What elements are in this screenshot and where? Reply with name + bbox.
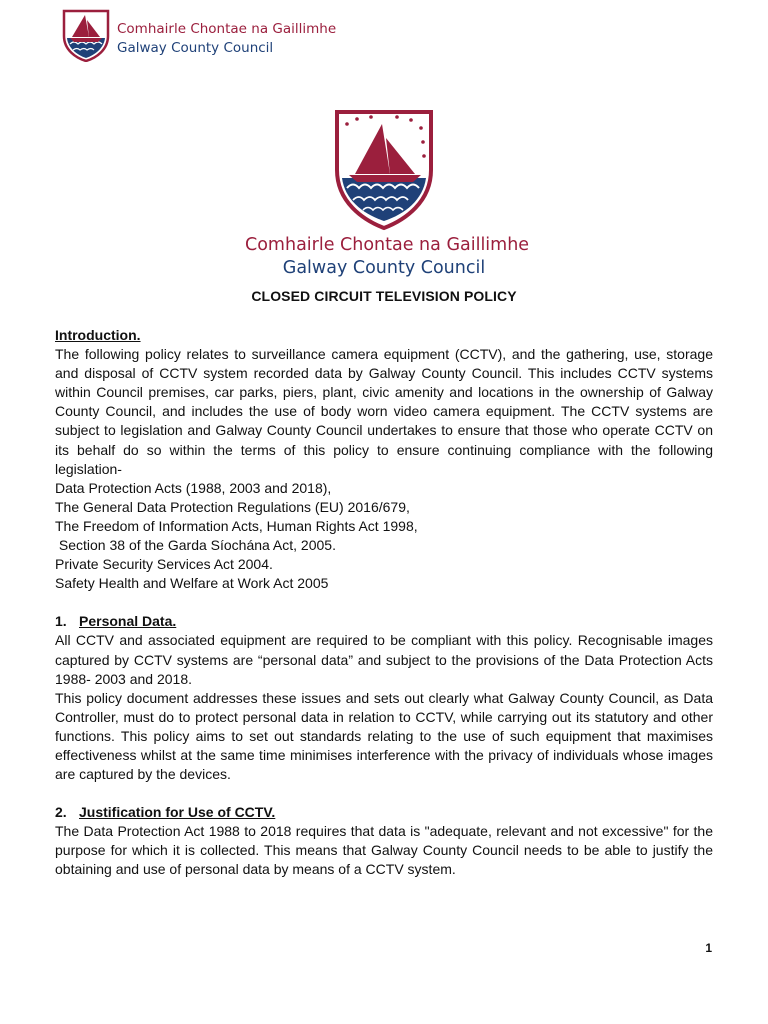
section-title: Justification for Use of CCTV. [79, 804, 276, 821]
center-org-name-irish: Comhairle Chontae na Gaillimhe [245, 235, 530, 255]
introduction-heading: Introduction. [55, 327, 141, 343]
section-number: 2. [55, 804, 67, 821]
council-crest-large-icon [333, 108, 435, 232]
section-title: Personal Data. [79, 613, 177, 630]
section-2-paragraph: The Data Protection Act 1988 to 2018 requires that data is "adequate, relevant and not excessive" for the purpose for which it is collected. This means that Galway County Council needs to be able to justify the obtaining and use of personal data by means of a CCTV system. [55, 823, 713, 878]
section-1-paragraph: This policy document addresses these issues and sets out clearly what Galway County Council, as Data Controller, must do to protect personal data in relation to CCTV, while carrying out its statutory and other functions. This policy aims to set out standards relating to the use of such equipment that maximises effectiveness whilst at the same time minimises interference with the privacy of individuals whose images are captured by the devices. [55, 689, 713, 783]
legislation-item: The General Data Protection Regulations (EU) 2016/679, [55, 498, 410, 515]
council-crest-icon [62, 8, 110, 62]
center-org-name-english: Galway County Council [282, 258, 486, 278]
document-body [55, 326, 713, 880]
page-number: 1 [705, 941, 712, 955]
legislation-item: Safety Health and Welfare at Work Act 2005 [55, 575, 329, 592]
legislation-item: Private Security Services Act 2004. [55, 556, 273, 573]
center-logo [245, 108, 530, 284]
legislation-item: Data Protection Acts (1988, 2003 and 2018), [55, 479, 332, 496]
section-1-heading [55, 612, 713, 631]
legislation-item: Section 38 of the Garda Síochána Act, 2005. [55, 537, 336, 554]
section-2-heading [55, 803, 713, 822]
header-org-name-irish: Comhairle Chontae na Gaillimhe [117, 21, 337, 37]
section-1-paragraph: All CCTV and associated equipment are required to be compliant with this policy. Recognisable images captured by CCTV systems are “personal data” and subject to the provisions of the Data Protection Acts 1988- 2003 and 2018. [55, 632, 713, 687]
section-number: 1. [55, 613, 67, 630]
introduction-paragraph: The following policy relates to surveillance camera equipment (CCTV), and the gathering, use, storage and disposal of CCTV system recorded data by Galway County Council. This includes CCTV systems within Council premises, car parks, piers, plant, civic amenity and locations in the ownership of Galway County Council, and includes the use of body worn video camera equipment. The CCTV systems are subject to legislation and Galway County Council undertakes to ensure that those who operate CCTV on its behalf do so within the terms of this policy to ensure continuing compliance with the following legislation- [55, 346, 713, 477]
legislation-item: The Freedom of Information Acts, Human Rights Act 1998, [55, 517, 418, 534]
document-title: CLOSED CIRCUIT TELEVISION POLICY [251, 288, 517, 304]
header-logo [62, 8, 337, 64]
header-org-name-english: Galway County Council [117, 40, 274, 56]
